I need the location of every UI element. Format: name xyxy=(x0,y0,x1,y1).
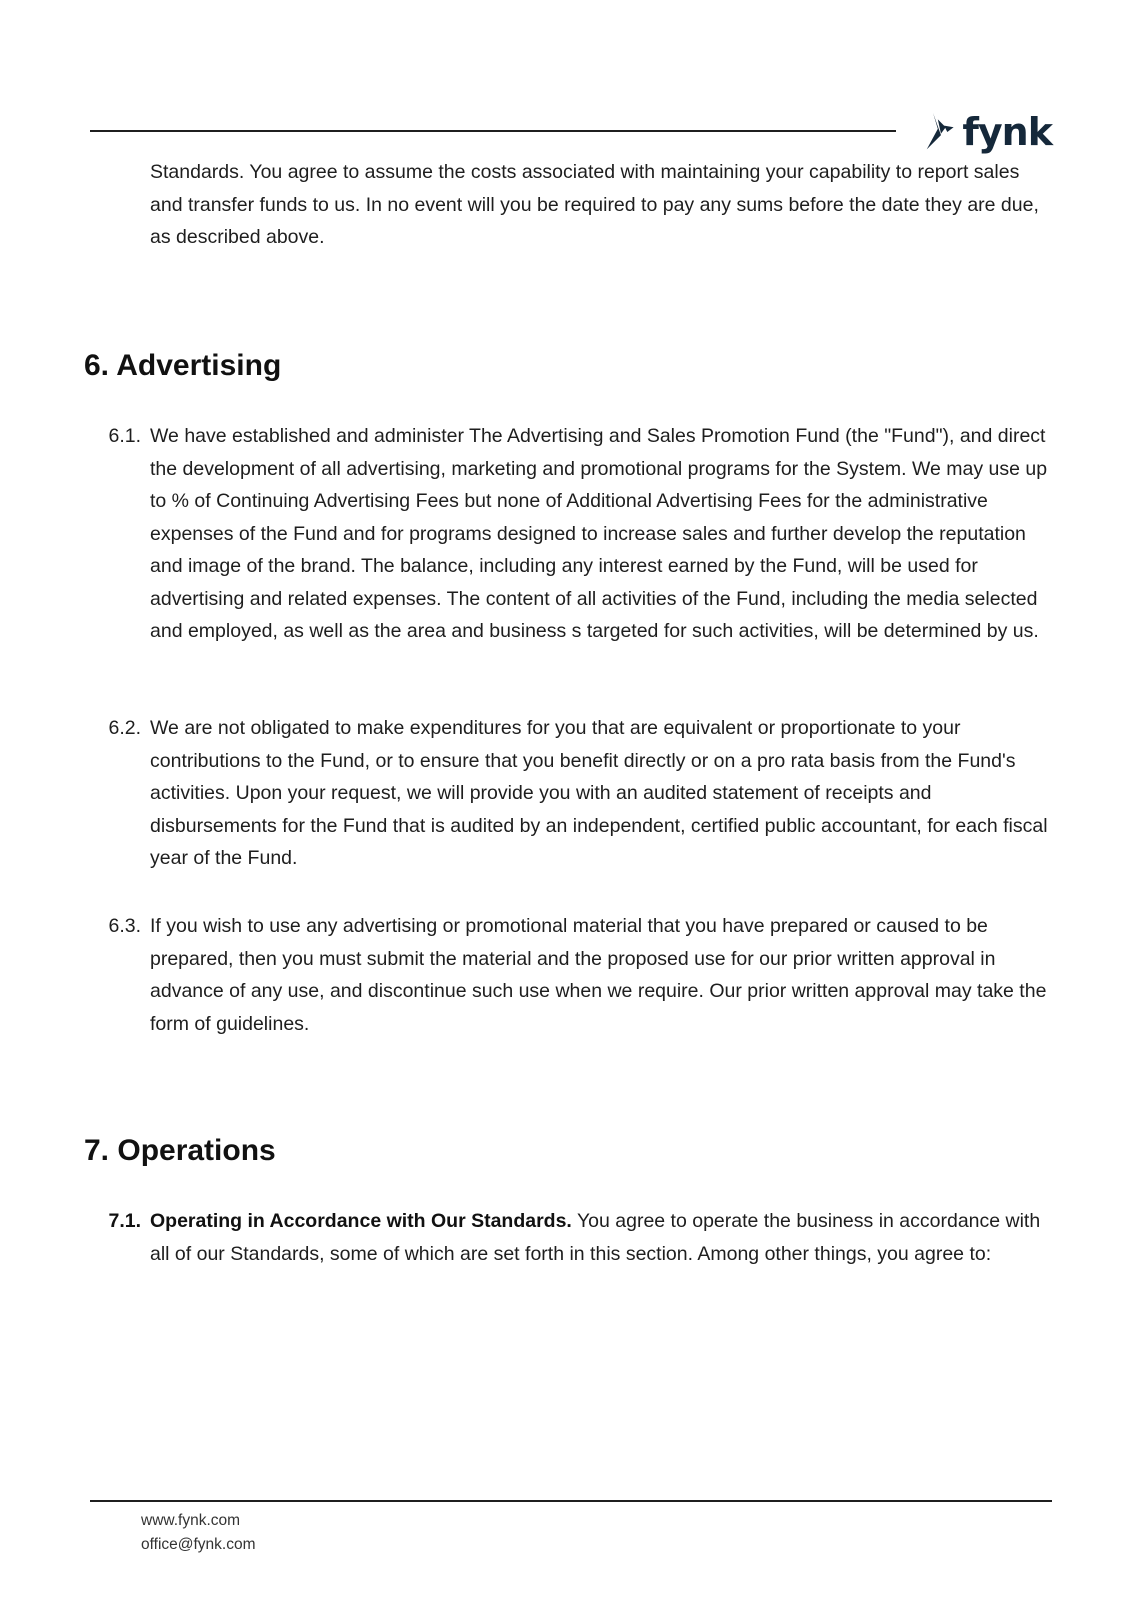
clause-number: 6.2. xyxy=(108,717,141,739)
header-divider xyxy=(90,130,896,132)
fynk-logo[interactable] xyxy=(922,104,1052,160)
clause-heading: Operating in Accordance with Our Standards. xyxy=(150,1210,572,1232)
clause-number: 6.3. xyxy=(108,915,141,937)
clause-text: We have established and administer The Advertising and Sales Promotion Fund (the "Fund"), and direct the development of all advertising, marketing and promotional programs for the System. We may use up to % of Continuing Advertising Fees but none of Additional Advertising Fees for the administrative expenses of the Fund and for programs designed to increase sales and further develop the reputation and image of the brand. The balance, including any interest earned by the Fund, will be used for advertising and related expenses. The content of all activities of the Fund, including the media selected and employed, as well as the area and business s targeted for such activities, will be determined by us. xyxy=(150,425,1048,642)
section-7-title: 7. Operations xyxy=(84,1134,276,1167)
intro-paragraph: Standards. You agree to assume the costs associated with maintaining your capability to report sales and transfer funds to us. In no event will you be required to pay any sums before the date they are due, as described above. xyxy=(150,161,1039,248)
footer-email-link[interactable]: office@fynk.com xyxy=(141,1536,256,1553)
clause-number: 6.1. xyxy=(108,425,141,447)
logo-wordmark: fynk xyxy=(962,110,1052,154)
footer-website-link[interactable]: www.fynk.com xyxy=(141,1512,241,1529)
section-6-title: 6. Advertising xyxy=(84,349,282,382)
clause-text: We are not obligated to make expenditures for you that are equivalent or proportionate to your contributions to the Fund, or to ensure that you benefit directly or on a pro rata basis from the Fund's activities. Upon your request, we will provide you with an audited statement of receipts and disbursements for the Fund that is audited by an independent, certified public accountant, for each fiscal year of the Fund. xyxy=(150,717,1048,869)
clause-number: 7.1. xyxy=(108,1210,141,1232)
fynk-bird-icon xyxy=(922,106,958,158)
clause-text: If you wish to use any advertising or promotional material that you have prepared or caused to be prepared, then you must submit the material and the proposed use for our prior written approval in advance of any use, and discontinue such use when we require. Our prior written approval may take the form of guidelines. xyxy=(150,915,1047,1035)
clause-body: You agree to operate the business in accordance with all of our Standards, some of which are set forth in this section. Among other things, you agree to: xyxy=(150,1210,1041,1265)
footer-divider xyxy=(90,1500,1052,1502)
clause-text xyxy=(150,1205,1050,1270)
